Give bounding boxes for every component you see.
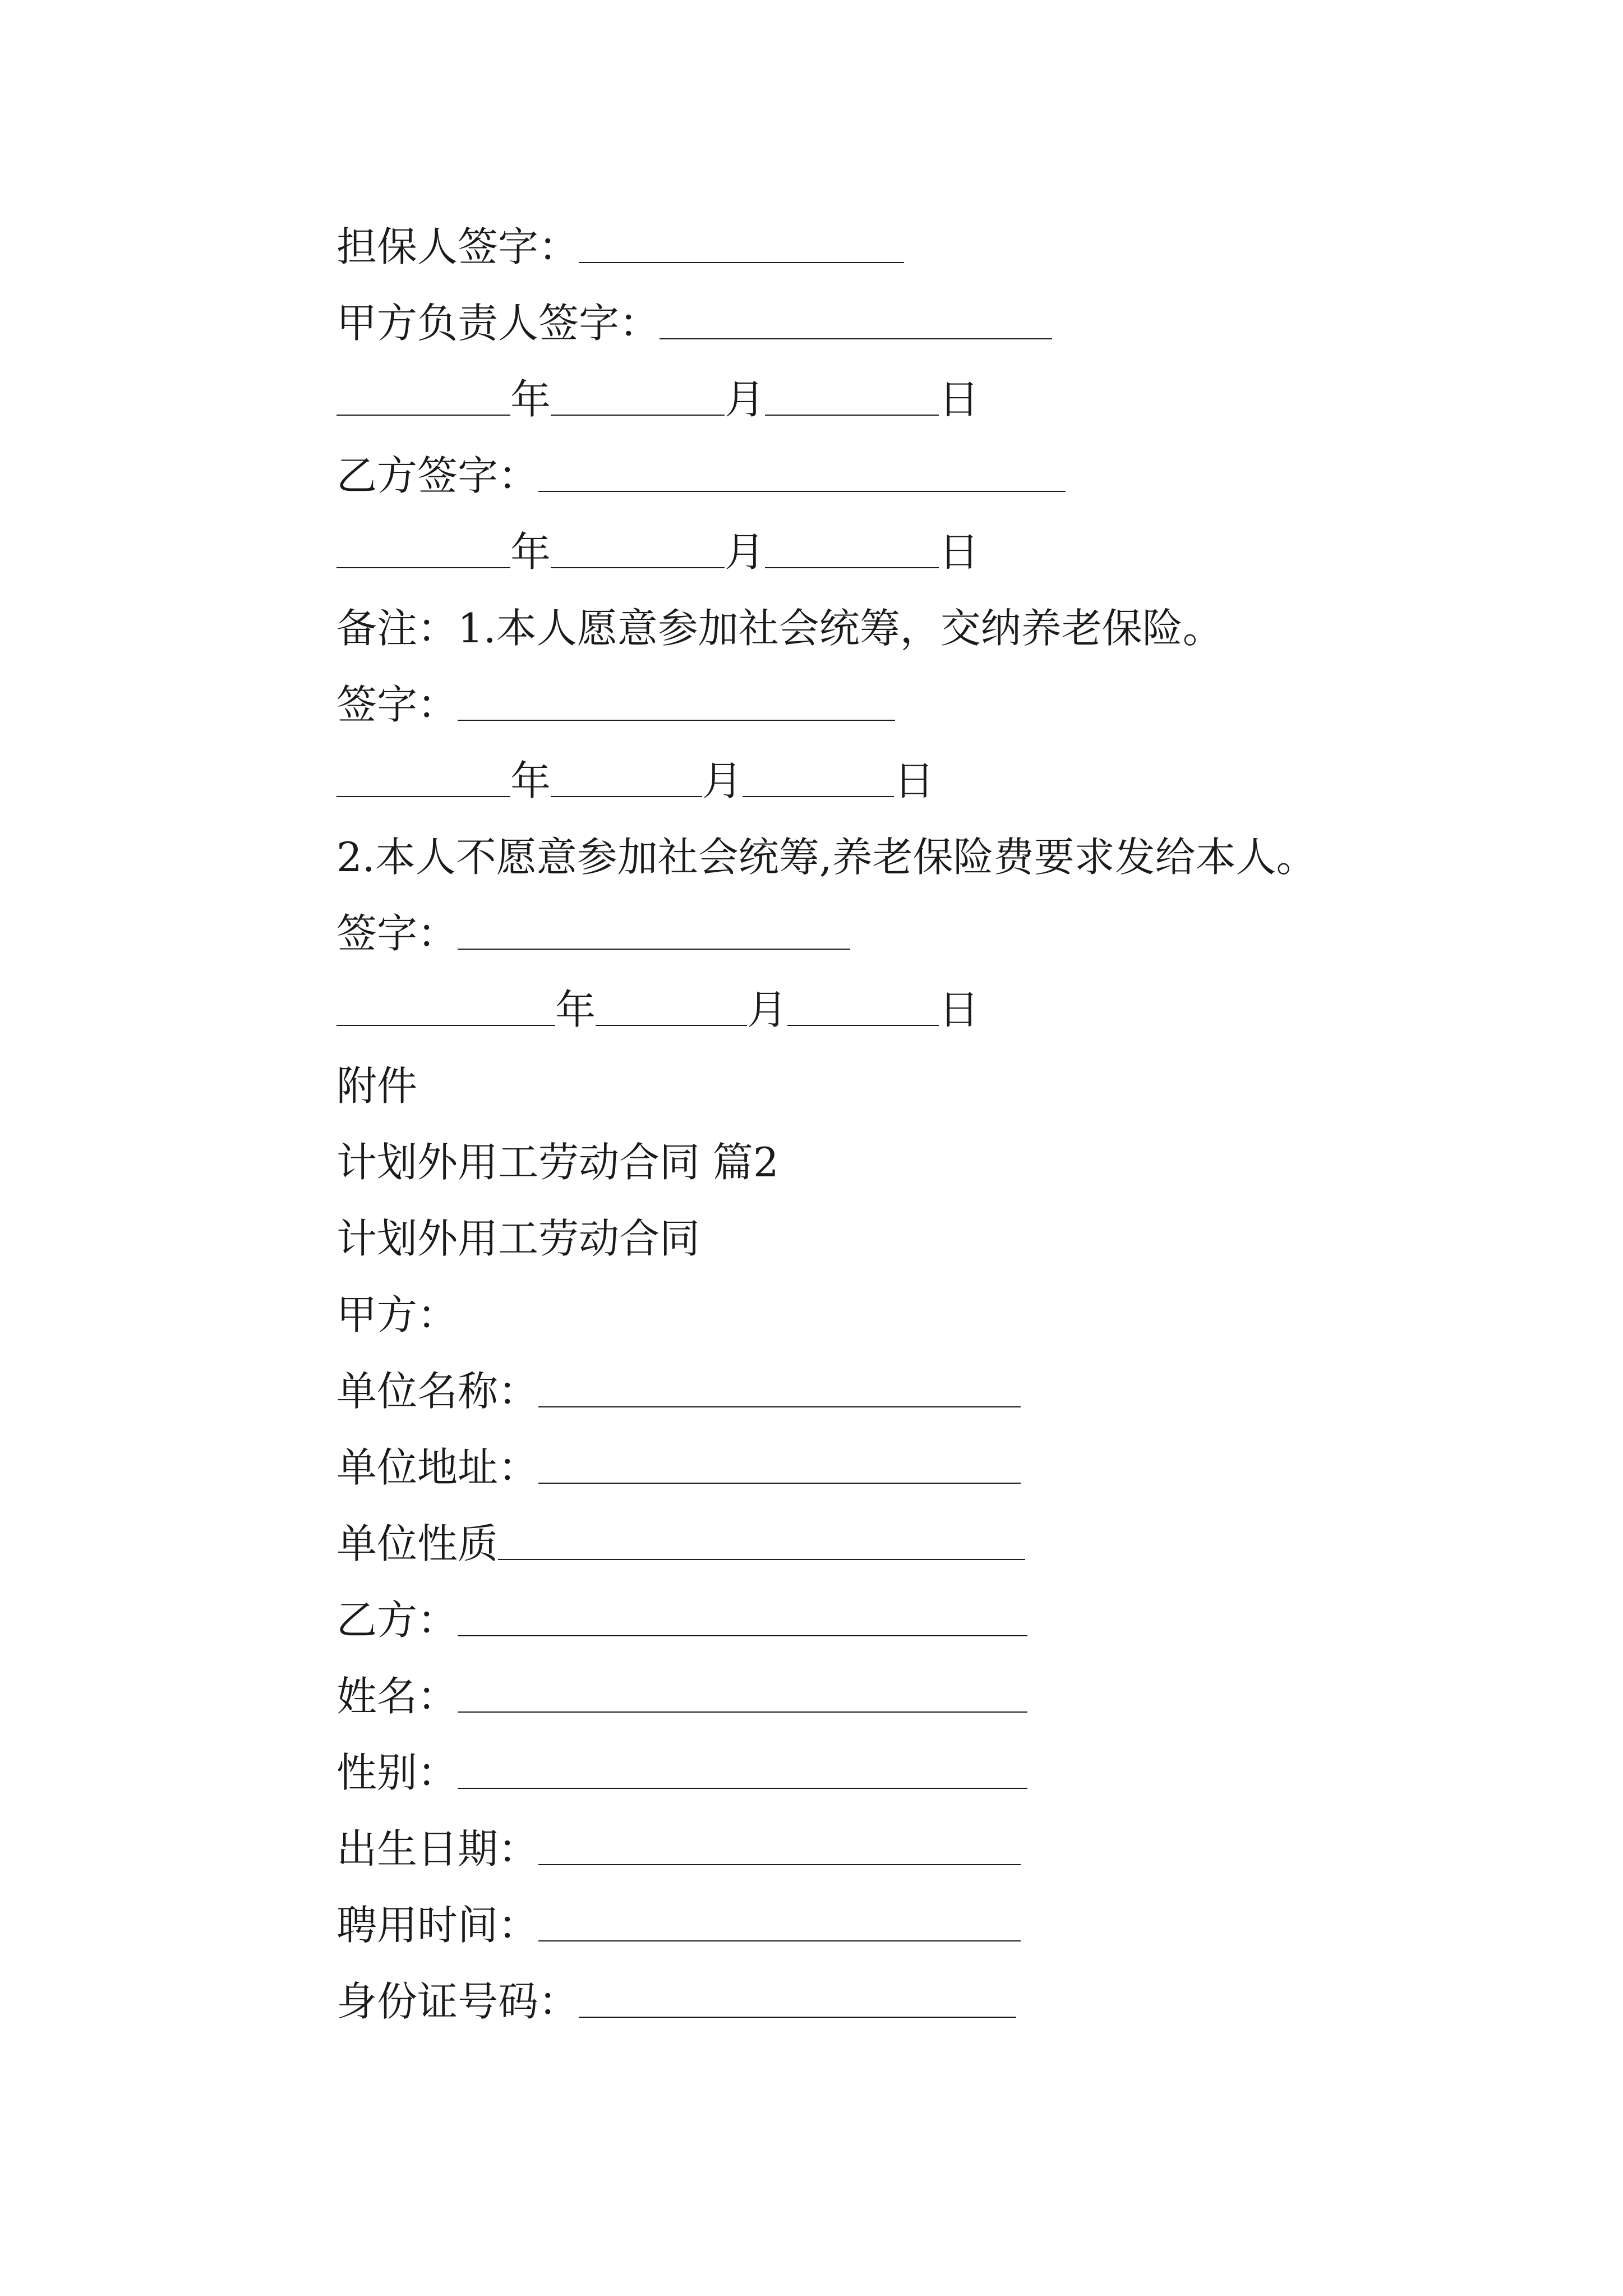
day-blank xyxy=(743,796,894,797)
date-line-2 xyxy=(336,514,1469,590)
month-label: 月 xyxy=(725,376,766,423)
date-line-1 xyxy=(336,361,1469,438)
party-b-blank xyxy=(458,1635,1027,1636)
year-blank xyxy=(336,1025,555,1026)
party-b-sign-blank xyxy=(538,491,1066,492)
remark-1-text: 备注：1.本人愿意参加社会统筹，交纳养老保险。 xyxy=(336,605,1223,652)
sign-line-2 xyxy=(336,895,1469,972)
sign-label: 签字： xyxy=(336,910,458,957)
remark-1-line xyxy=(336,590,1469,666)
day-blank xyxy=(765,415,939,416)
party-a-line xyxy=(336,1277,1469,1353)
sign-label: 签字： xyxy=(336,681,458,728)
contract-title-2: 计划外用工劳动合同 篇2 xyxy=(336,1139,779,1186)
day-blank xyxy=(787,1025,939,1026)
birth-date-blank xyxy=(538,1864,1021,1865)
unit-address-blank xyxy=(538,1483,1021,1484)
gender-line xyxy=(336,1734,1469,1811)
year-blank xyxy=(336,415,510,416)
unit-address-label: 单位地址： xyxy=(336,1444,539,1491)
day-label: 日 xyxy=(939,986,980,1033)
year-label: 年 xyxy=(510,528,551,576)
unit-nature-line xyxy=(336,1506,1469,1582)
date-line-4 xyxy=(336,972,1469,1048)
day-blank xyxy=(765,567,939,568)
year-label: 年 xyxy=(555,986,596,1033)
year-label: 年 xyxy=(510,757,551,804)
id-number-blank xyxy=(579,2017,1016,2018)
party-b-sign-line xyxy=(336,438,1469,514)
document-page xyxy=(336,209,1469,2040)
gender-blank xyxy=(458,1788,1027,1789)
month-blank xyxy=(551,415,725,416)
name-label: 姓名： xyxy=(336,1673,458,1720)
party-b-line xyxy=(336,1582,1469,1658)
party-a-head-sign-label: 甲方负责人签字： xyxy=(336,300,660,347)
month-blank xyxy=(551,796,702,797)
gender-label: 性别： xyxy=(336,1749,458,1796)
unit-name-line xyxy=(336,1353,1469,1429)
guarantor-sign-line xyxy=(336,209,1469,285)
id-number-label: 身份证号码： xyxy=(336,1978,579,2025)
party-a-label: 甲方： xyxy=(336,1291,458,1338)
party-a-head-sign-blank xyxy=(660,338,1052,339)
party-b-sign-label: 乙方签字： xyxy=(336,452,539,499)
contract-title: 计划外用工劳动合同 xyxy=(336,1215,700,1262)
remark-2-text: 2.本人不愿意参加社会统筹,养老保险费要求发给本人。 xyxy=(336,834,1317,881)
attachment-label: 附件 xyxy=(336,1062,418,1110)
sign-blank xyxy=(458,949,850,950)
birth-date-label: 出生日期： xyxy=(336,1825,539,1872)
remark-2-line xyxy=(336,819,1469,895)
name-line xyxy=(336,1658,1469,1734)
unit-nature-label: 单位性质 xyxy=(336,1520,499,1567)
month-label: 月 xyxy=(725,528,766,576)
day-label: 日 xyxy=(939,528,980,576)
day-label: 日 xyxy=(894,757,935,804)
year-label: 年 xyxy=(510,376,551,423)
employment-time-line xyxy=(336,1887,1469,1963)
month-blank xyxy=(596,1025,747,1026)
name-blank xyxy=(458,1711,1027,1713)
employment-time-label: 聘用时间： xyxy=(336,1902,539,1949)
guarantor-sign-label: 担保人签字： xyxy=(336,223,579,270)
unit-name-blank xyxy=(538,1406,1021,1407)
party-a-head-sign-line xyxy=(336,285,1469,361)
month-label: 月 xyxy=(702,757,743,804)
attachment-line xyxy=(336,1048,1469,1124)
id-number-line xyxy=(336,1963,1469,2040)
year-blank xyxy=(336,796,510,797)
year-blank xyxy=(336,567,510,568)
sign-line-1 xyxy=(336,666,1469,743)
unit-address-line xyxy=(336,1429,1469,1506)
party-b-label: 乙方： xyxy=(336,1596,458,1644)
sign-blank xyxy=(458,720,895,721)
month-blank xyxy=(551,567,725,568)
date-line-3 xyxy=(336,743,1469,819)
contract-title-2-line xyxy=(336,1124,1469,1200)
unit-nature-blank xyxy=(498,1559,1025,1560)
month-label: 月 xyxy=(747,986,788,1033)
birth-date-line xyxy=(336,1811,1469,1887)
day-label: 日 xyxy=(939,376,980,423)
unit-name-label: 单位名称： xyxy=(336,1368,539,1415)
employment-time-blank xyxy=(538,1940,1021,1941)
guarantor-sign-blank xyxy=(579,262,904,263)
contract-title-line xyxy=(336,1200,1469,1277)
